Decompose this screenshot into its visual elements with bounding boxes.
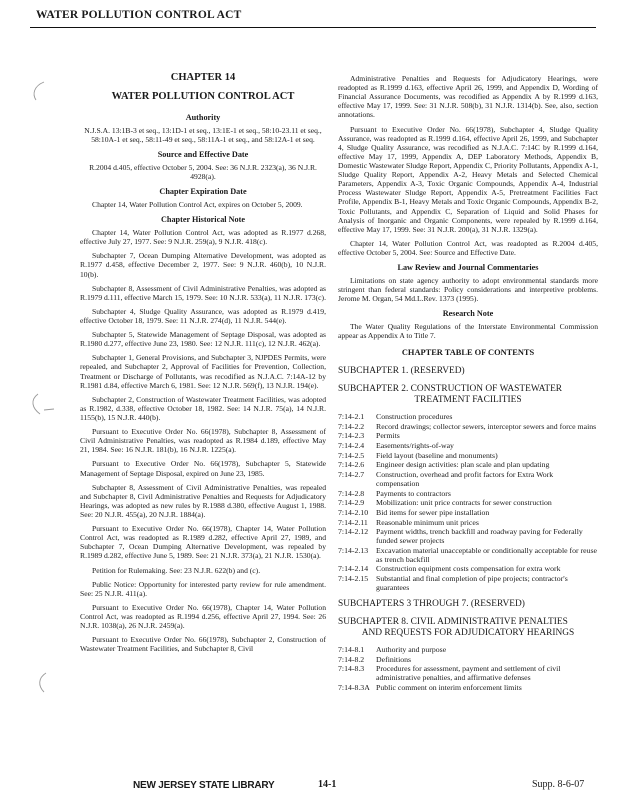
history-paragraph: Pursuant to Executive Order No. 66(1978), Chapter 14, Water Pollution Control Act, was readopted as R.1989 d.282, effective April 27, 1989, and Subchapter 7, Ocean Dumping Alternative Development, was repealed by R.1989 d.282, effective June 5, 1989. See: 21 N.J.R. 373(a), 21 N.J.R. 1530(a).: [80, 524, 326, 561]
toc-section-number: 7:14-2.11: [338, 517, 368, 527]
toc-section-number: 7:14-2.8: [338, 488, 365, 498]
toc-section-number: 7:14-8.3: [338, 664, 365, 674]
toc-section-number: 7:14-2.14: [338, 564, 369, 574]
law-review-heading: Law Review and Journal Commentaries: [397, 263, 539, 273]
toc-section-row: [338, 423, 598, 432]
law-review-text: Limitations on state agency authority to adopt environmental standards more stringent than federal standards: Policy considerations and interpretive problems. Jerome M. Organ, 54 Md.L.Rev. 1373 (1995).: [338, 275, 598, 304]
history-paragraph: Pursuant to Executive Order No. 66(1978), Subchapter 4, Sludge Quality Assurance, was readopted as R.1999 d.164, effective April 26, 1999, and Subchapter 4, Sludge Quality Assurance, was recodified as N.J.A.C. 7:14C by R.1999 d.164, effective May 17, 1999, Appendix A, DEP Laboratory Methods, Appendix B, Domestic Wastewater Sludge Report, Appendix C, Priority Pollutants, Appendix A-1, Sludge Quality Report, Appendix A-2, Heavy Metals and Selected Chemical Parameters, Appendix A-3, Toxic Organic Compounds, Appendix A-4, Industrial Process Wastewater Sludge Report, Appendix A-5, Pretreatment Facilities Fact Profile, Appendix B-1, Heavy Metals and Toxic Organic Compounds, Appendix B-2, Toxic Pollutants, and Appendix C, Separation of Liquid and Solid Phases for Analysis of Inorganic and Organic Components, were repealed by R.1999 d.164, effective May 17, 1999. See: 31 N.J.R. 200(a), 31 N.J.R. 1329(a).: [338, 124, 598, 234]
toc-section-number: 7:14-2.15: [338, 574, 369, 584]
toc-subchapter-1: SUBCHAPTER 1. (RESERVED): [338, 366, 465, 377]
research-note-heading: Research Note: [442, 309, 494, 319]
source-text: R.2004 d.405, effective October 5, 2004. See: 36 N.J.R. 2323(a), 36 N.J.R. 4928(a).: [89, 163, 317, 182]
toc-section-title: Construction, overhead and profit factors for Extra Work compensation: [376, 470, 554, 488]
footer-library-stamp: NEW JERSEY STATE LIBRARY: [133, 780, 275, 791]
toc-section-row: [338, 442, 598, 451]
toc-section-row: [338, 665, 598, 682]
history-paragraph: Pursuant to Executive Order No. 66(1978), Subchapter 5, Statewide Management of Septage Disposal, expired on June 23, 1985.: [80, 459, 326, 478]
toc-section-title: Permits: [376, 431, 400, 441]
toc-section-number: 7:14-2.7: [338, 470, 365, 480]
right-column: [338, 74, 598, 694]
toc-section-title: Substantial and final completion of pipe projects; contractor's guarantees: [376, 574, 568, 592]
toc-section-title: Construction procedures: [376, 411, 453, 421]
toc-section-row: [338, 461, 598, 470]
toc-section-number: 7:14-2.12: [338, 527, 369, 537]
toc-section-number: 7:14-2.2: [338, 421, 365, 431]
toc-section-title: Field layout (baseline and monuments): [376, 450, 498, 460]
toc-section-row: [338, 452, 598, 461]
footer-page-number: 14-1: [318, 779, 337, 790]
toc-subchapter-8-list: [338, 646, 598, 693]
toc-subchapter-2-line1: SUBCHAPTER 2. CONSTRUCTION OF WASTEWATER: [338, 384, 563, 395]
history-paragraph: Subchapter 8, Assessment of Civil Administrative Penalties, was adopted as R.1979 d.111, effective March 15, 1979. See: 10 N.J.R. 533(a), 11 N.J.R. 173(c).: [80, 283, 326, 302]
toc-section-row: [338, 499, 598, 508]
toc-section-title: Public comment on interim enforcement limits: [376, 682, 522, 692]
toc-section-title: Reasonable minimum unit prices: [376, 517, 479, 527]
toc-section-title: Easements/rights-of-way: [376, 440, 454, 450]
history-paragraph: Chapter 14, Water Pollution Control Act, was adopted as R.1977 d.268, effective July 27, 1977. See: 9 N.J.R. 259(a), 9 N.J.R. 418(c).: [80, 228, 326, 247]
toc-section-row: [338, 528, 598, 545]
toc-subchapter-8-line2: AND REQUESTS FOR ADJUDICATORY HEARINGS: [361, 628, 575, 639]
history-paragraph: Subchapter 1, General Provisions, and Subchapter 3, NJPDES Permits, were repealed, and Subchapter 2, Approval of Facilities for Prevention, Collection, Treatment or Discharge of Pollutants, was recodified as N.J.A.C. 7:14A-12 by R.1981 d.84, effective March 6, 1981. See: 12 N.J.R. 569(f), 13 N.J.R. 194(e).: [80, 353, 326, 390]
toc-section-row: [338, 490, 598, 499]
header-rule: [30, 27, 596, 28]
toc-subchapter-8: [338, 617, 598, 639]
toc-section-title: Mobilization: unit price contracts for sewer construction: [376, 498, 552, 508]
history-paragraph: Pursuant to Executive Order No. 66(1978), Chapter 14, Water Pollution Control Act, was readopted as R.1994 d.256, effective April 27, 1994. See: 26 N.J.R. 1038(a), 26 N.J.R. 2459(a).: [80, 602, 326, 631]
authority-heading: Authority: [185, 113, 221, 123]
toc-section-number: 7:14-2.13: [338, 545, 369, 555]
toc-section-number: 7:14-8.3A: [338, 682, 370, 692]
toc-section-number: 7:14-2.9: [338, 498, 365, 508]
toc-section-title: Bid items for sewer pipe installation: [376, 508, 490, 518]
toc-section-row: [338, 519, 598, 528]
toc-section-number: 7:14-2.3: [338, 431, 365, 441]
chapter-title: WATER POLLUTION CONTROL ACT: [111, 90, 295, 102]
toc-section-row: [338, 432, 598, 441]
toc-section-row: [338, 413, 598, 422]
toc-section-row: [338, 656, 598, 665]
expiration-text: Chapter 14, Water Pollution Control Act, expires on October 5, 2009.: [92, 200, 303, 210]
margin-mark-3: [30, 670, 54, 696]
expiration-heading: Chapter Expiration Date: [159, 187, 247, 197]
margin-mark-2: [28, 392, 58, 418]
history-paragraph: Subchapter 4, Sludge Quality Assurance, was adopted as R.1979 d.419, effective October 18, 1979. See: 11 N.J.R. 274(d), 11 N.J.R. 544(e).: [80, 306, 326, 325]
toc-section-title: Record drawings; collector sewers, interceptor sewers and force mains: [376, 421, 597, 431]
history-paragraph: Chapter 14, Water Pollution Control Act, was readopted as R.2004 d.405, effective October 5, 2004. See: Source and Effective Date.: [338, 238, 598, 257]
toc-title: CHAPTER TABLE OF CONTENTS: [401, 348, 535, 358]
toc-section-number: 7:14-8.1: [338, 644, 365, 654]
toc-section-row: [338, 565, 598, 574]
toc-section-row: [338, 471, 598, 488]
history-paragraph: Pursuant to Executive Order No. 66(1978), Subchapter 2, Construction of Wastewater Treatment Facilities, and Subchapter 8, Civil: [80, 635, 326, 654]
toc-section-title: Definitions: [376, 654, 412, 664]
toc-section-title: Excavation material unacceptable or conditionally acceptable for reuse as trench backfill: [376, 545, 598, 564]
toc-section-number: 7:14-2.5: [338, 450, 365, 460]
margin-mark-1: [26, 80, 48, 102]
toc-subchapter-2: [338, 384, 598, 406]
toc-section-title: Payment widths, trench backfill and roadway paving for Federally funded sewer projects: [376, 527, 583, 546]
history-paragraph: Pursuant to Executive Order No. 66(1978), Subchapter 8, Assessment of Civil Administrative Penalties, was readopted as R.1984 d.189, effective May 21, 1984. See: 16 N.J.R. 181(b), 16 N.J.R. 1225(a).: [80, 427, 326, 455]
toc-subchapter-2-list: [338, 413, 598, 593]
toc-subchapter-2-line2: TREATMENT FACILITIES: [414, 395, 522, 406]
toc-section-row: [338, 646, 598, 655]
toc-section-number: 7:14-8.2: [338, 654, 365, 664]
toc-subchapter-8-line1: SUBCHAPTER 8. CIVIL ADMINISTRATIVE PENALTIES: [338, 617, 568, 628]
toc-section-row: [338, 509, 598, 518]
toc-section-number: 7:14-2.6: [338, 460, 365, 470]
research-note-text: The Water Quality Regulations of the Interstate Environmental Commission appear as Appendix A to Title 7.: [338, 322, 598, 341]
toc-section-number: 7:14-2.4: [338, 440, 365, 450]
toc-section-row: [338, 547, 598, 564]
history-paragraph: Petition for Rulemaking. See: 23 N.J.R. 622(b) and (c).: [92, 565, 261, 575]
footer-supplement: Supp. 8-6-07: [532, 779, 585, 790]
authority-text: N.J.S.A. 13:1B-3 et seq., 13:1D-1 et seq., 13:1E-1 et seq., 58:10-23.11 et seq., 58:10A-1 et seq., 58:11-49 et seq., 58:11A-1 et seq., and 58:12A-1 et seq.: [84, 126, 322, 145]
toc-section-title: Payments to contractors: [376, 488, 451, 498]
source-heading: Source and Effective Date: [157, 150, 249, 160]
history-paragraph: Subchapter 2, Construction of Wastewater Treatment Facilities, was adopted as R.1982, d.338, effective October 18, 1982. See: 14 N.J.R. 75(a), 14 N.J.R. 1155(b), 15 N.J.R. 440(b).: [80, 394, 326, 422]
history-heading: Chapter Historical Note: [161, 215, 245, 225]
toc-section-row: [338, 684, 598, 693]
history-paragraph: Administrative Penalties and Requests for Adjudicatory Hearings, were readopted as R.1999 d.163, effective April 26, 1999, and Appendix D, Wording of Financial Assurance Documents, was recodified as Appendix A by R.1999 d.163, effective May 17, 1999. See: 31 N.J.R. 508(b), 31 N.J.R. 1314(b). See, also, section annotations.: [338, 74, 598, 120]
toc-section-number: 7:14-2.1: [338, 411, 365, 421]
chapter-number: CHAPTER 14: [170, 72, 236, 83]
history-paragraph: Subchapter 8, Assessment of Civil Administrative Penalties, was repealed and Subchapter 8, Civil Administrative Penalties and Requests for Adjudicatory Hearings, was adopted as new rules by R.1988 d.380, effective August 1, 1988. See: 20 N.J.R. 455(a), 20 N.J.R. 1884(a).: [80, 482, 326, 519]
history-paragraph: Subchapter 7, Ocean Dumping Alternative Development, was adopted as R.1977 d.458, effective December 2, 1977. See: 9 N.J.R. 460(b), 10 N.J.R. 10(b).: [80, 251, 326, 279]
toc-section-row: [338, 575, 598, 592]
toc-section-title: Construction equipment costs compensation for extra work: [376, 564, 561, 574]
history-paragraph: Subchapter 5, Statewide Management of Septage Disposal, was adopted as R.1980 d.277, effective June 23, 1980. See: 12 N.J.R. 111(c), 12 N.J.R. 462(a).: [80, 330, 326, 349]
toc-section-title: Authority and purpose: [376, 644, 447, 654]
running-head: WATER POLLUTION CONTROL ACT: [36, 9, 242, 21]
toc-subchapters-3-7: SUBCHAPTERS 3 THROUGH 7. (RESERVED): [338, 599, 525, 610]
left-column: [80, 72, 326, 658]
history-paragraph: Public Notice: Opportunity for interested party review for rule amendment. See: 25 N.J.R. 411(a).: [80, 579, 326, 598]
toc-section-title: Engineer design activities: plan scale and plan updating: [376, 460, 550, 470]
toc-section-number: 7:14-2.10: [338, 508, 369, 518]
toc-section-title: Procedures for assessment, payment and settlement of civil administrative penalties, and affirmative defenses: [376, 664, 561, 683]
